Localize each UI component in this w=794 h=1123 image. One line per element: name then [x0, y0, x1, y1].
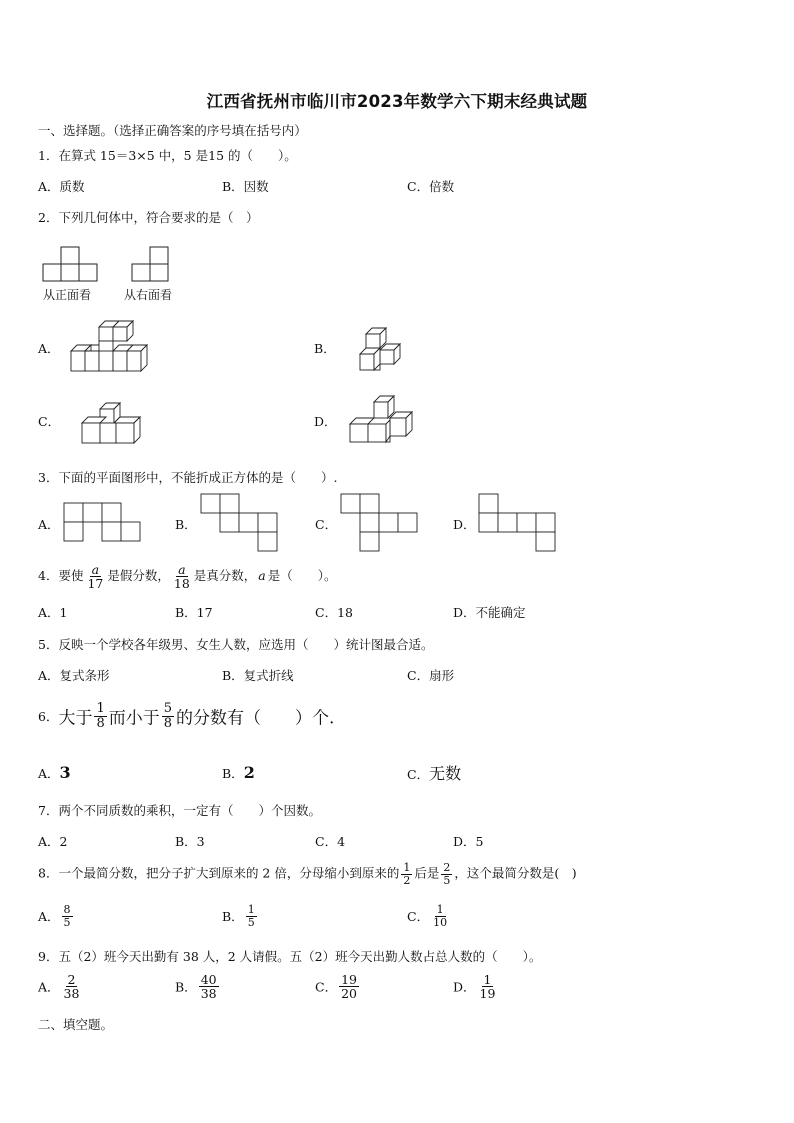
q3-net-d[interactable] [479, 494, 555, 551]
q9-option-c-fraction [339, 973, 359, 1000]
q3-label-c[interactable]: C． [315, 517, 338, 532]
question-5: 5．反映一个学校各年级男、女生人数，应选用（ ）统计图最合适。 [38, 637, 434, 652]
q8-a-num: 8 [63, 903, 71, 916]
q4-option-d[interactable]: D．不能确定 [453, 605, 526, 620]
q9-option-d-label: D． [453, 979, 476, 995]
q3-net-a[interactable] [64, 503, 140, 541]
q6-prefix: 大于 [58, 708, 93, 729]
q8-f1-den: 2 [403, 873, 411, 887]
q4-frac1-num: a [91, 562, 100, 577]
q9-c-num: 19 [341, 972, 357, 987]
question-2: 2．下列几何体中，符合要求的是（ ） [38, 210, 259, 225]
q2-label-a[interactable]: A． [38, 341, 60, 356]
q5-option-c[interactable]: C．扇形 [407, 668, 455, 683]
q9-option-c-label: C． [315, 979, 338, 995]
q9-option-b-label: B． [175, 979, 197, 995]
q5-option-b[interactable]: B．复式折线 [222, 668, 294, 683]
q9-option-a-label: A． [38, 979, 60, 995]
q8-b-den: 5 [247, 915, 255, 929]
q8-fraction-2-5 [441, 862, 452, 886]
q6-number: 6． [38, 709, 59, 725]
q1-option-c[interactable]: C．倍数 [407, 179, 455, 194]
q9-a-num: 2 [67, 972, 76, 987]
q1-option-a[interactable]: A．质数 [38, 179, 85, 194]
q8-f2-num: 2 [443, 861, 451, 874]
q6-fraction-1-8 [94, 702, 106, 730]
q9-option-d-fraction [478, 973, 498, 1000]
q6-option-a[interactable] [38, 763, 71, 782]
q4-frac2-num: a [178, 562, 186, 577]
question-1: 1．在算式 15＝3×5 中，5 是15 的（ ）。 [38, 148, 297, 163]
q6-option-b-label: B． [222, 766, 244, 781]
q6-f1-num: 1 [96, 701, 105, 716]
q4-frac1-den: 17 [87, 576, 104, 592]
q3-net-b[interactable] [201, 494, 277, 551]
q8-prefix: 8．一个最简分数，把分子扩大到原来的 2 倍，分母缩小到原来的 [38, 865, 400, 881]
q3-net-c[interactable] [341, 494, 417, 551]
q4-prefix: 4．要使 [38, 568, 84, 584]
q6-suffix: 的分数有（ ）个. [176, 708, 335, 729]
question-6 [38, 702, 334, 730]
q7-option-b[interactable]: B．3 [175, 834, 205, 849]
section-heading-choice: 一、选择题。（选择正确答案的序号填在括号内） [38, 123, 307, 138]
q8-option-a-fraction [62, 904, 73, 928]
q4-option-b[interactable]: B．17 [175, 605, 213, 620]
q9-option-b-fraction [199, 973, 219, 1000]
question-9: 9．五（2）班今天出勤有 38 人，2 人请假。五（2）班今天出勤人数占总人数的（ ）。 [38, 949, 542, 964]
q6-f1-den: 8 [96, 715, 105, 731]
question-8 [38, 862, 577, 886]
q9-option-d[interactable] [453, 973, 499, 1000]
q8-c-den: 10 [433, 915, 448, 929]
q8-f1-num: 1 [403, 861, 411, 874]
front-view-diagram [43, 247, 97, 281]
q8-suffix: ，这个最简分数是( ) [454, 865, 577, 881]
q8-option-b[interactable] [222, 904, 259, 928]
q4-fraction-a-17 [85, 563, 105, 590]
right-view-diagram [132, 247, 168, 281]
q9-option-a-fraction [62, 973, 82, 1000]
q6-f2-den: 8 [163, 715, 173, 731]
q7-option-a[interactable]: A．2 [38, 834, 68, 849]
page-title: 江西省抚州市临川市2023年数学六下期末经典试题 [206, 92, 588, 111]
q2-option-b-solid[interactable] [360, 328, 400, 370]
q4-variable: a [258, 568, 266, 584]
q9-a-den: 38 [63, 986, 80, 1002]
q8-mid: 后是 [414, 865, 440, 881]
q8-option-c[interactable] [407, 904, 451, 928]
question-7: 7．两个不同质数的乘积，一定有（ ）个因数。 [38, 803, 321, 818]
q9-d-den: 19 [479, 986, 496, 1002]
q9-option-a[interactable] [38, 973, 83, 1000]
q4-frac2-den: 18 [173, 576, 190, 592]
q6-option-a-value: 3 [59, 763, 71, 782]
front-view-caption: 从正面看 [43, 288, 92, 302]
q5-option-a[interactable]: A．复式条形 [38, 668, 110, 683]
question-3: 3．下面的平面图形中，不能折成正方体的是（ ）. [38, 470, 338, 485]
q6-fraction-5-8 [162, 702, 174, 730]
q6-option-b[interactable] [222, 763, 255, 782]
q1-option-b[interactable]: B．因数 [222, 179, 269, 194]
q8-option-a[interactable] [38, 904, 75, 928]
q4-mid1: 是假分数， [107, 568, 170, 584]
q4-option-a[interactable]: A．1 [38, 605, 68, 620]
q8-b-num: 1 [247, 903, 255, 916]
q6-option-c-value: 无数 [429, 764, 462, 783]
right-view-caption: 从右面看 [124, 288, 173, 302]
q8-fraction-1-2 [401, 862, 412, 886]
q9-b-num: 40 [200, 972, 217, 987]
q6-option-c-label: C． [407, 767, 430, 782]
q3-label-b[interactable]: B． [175, 517, 197, 532]
question-4 [38, 563, 337, 590]
q8-a-den: 5 [63, 915, 71, 929]
q8-c-num: 1 [436, 903, 444, 916]
q2-label-b[interactable]: B． [314, 341, 336, 356]
q8-f2-den: 5 [443, 873, 451, 887]
q6-option-b-value: 2 [243, 763, 255, 782]
q2-label-d[interactable]: D． [314, 414, 337, 429]
section-heading-fill: 二、填空题。 [38, 1017, 114, 1032]
q3-label-d[interactable]: D． [453, 517, 476, 532]
q2-option-d-solid[interactable] [350, 396, 412, 442]
q7-option-d[interactable]: D．5 [453, 834, 484, 849]
q8-option-a-label: A． [38, 909, 60, 925]
q6-mid: 而小于 [108, 708, 160, 729]
q9-d-num: 1 [483, 972, 492, 987]
q9-option-c[interactable] [315, 973, 361, 1000]
q8-option-b-fraction [246, 904, 257, 928]
q4-mid2: 是真分数， [193, 568, 257, 584]
q6-option-a-label: A． [38, 766, 60, 781]
q8-option-b-label: B． [222, 909, 244, 925]
q8-option-c-fraction [431, 904, 449, 928]
q2-label-c[interactable]: C． [38, 414, 61, 429]
q2-option-c-solid[interactable] [82, 403, 140, 443]
q9-option-b[interactable] [175, 973, 221, 1000]
q6-option-c[interactable] [407, 761, 461, 784]
q6-f2-num: 5 [163, 701, 173, 716]
q9-b-den: 38 [200, 986, 217, 1002]
q4-suffix: 是（ ）。 [267, 568, 337, 584]
q3-label-a[interactable]: A． [38, 517, 60, 532]
q4-fraction-a-18 [172, 563, 192, 590]
q8-option-c-label: C． [407, 909, 430, 925]
q4-option-c[interactable]: C．18 [315, 605, 353, 620]
q2-option-a-solid[interactable] [71, 321, 147, 371]
q7-option-c[interactable]: C．4 [315, 834, 346, 849]
q9-c-den: 20 [341, 986, 357, 1002]
